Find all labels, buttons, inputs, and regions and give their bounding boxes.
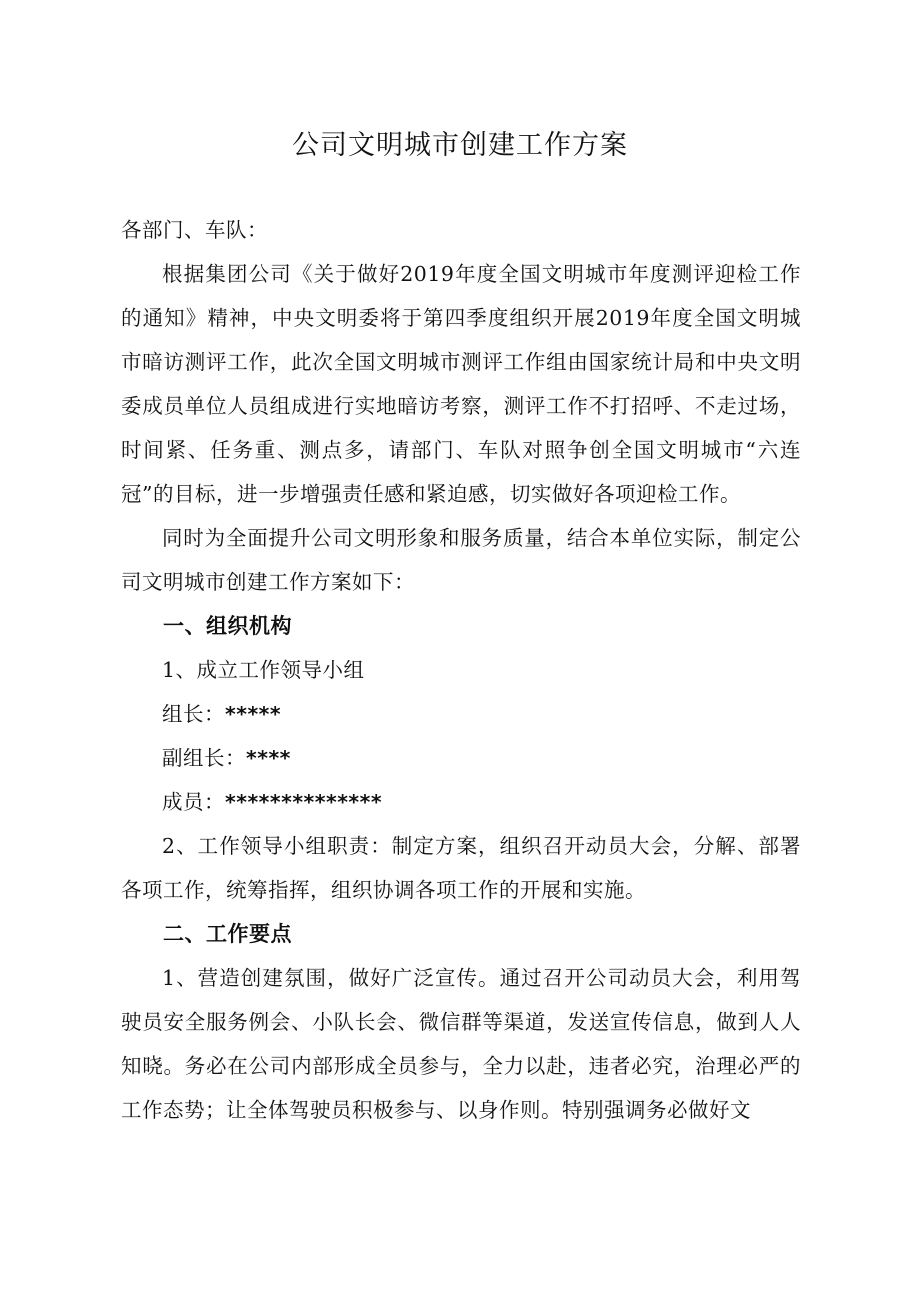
document-body xyxy=(121,208,801,1132)
leader-line xyxy=(121,692,801,736)
members-line xyxy=(121,780,801,824)
deputy-label: 副组长： xyxy=(162,746,246,770)
members-value: ************** xyxy=(225,790,383,814)
section-heading-organization: 一、组织机构 xyxy=(163,614,292,638)
salutation: 各部门、车队： xyxy=(121,218,268,242)
org-item-2: 2、工作领导小组职责：制定方案，组织召开动员大会，分解、部署各项工作，统筹指挥，组织协调各项工作的开展和实施。 xyxy=(121,834,801,902)
leader-value: ***** xyxy=(225,702,282,726)
deputy-line xyxy=(121,736,801,780)
document-title: 公司文明城市创建工作方案 xyxy=(292,130,628,161)
purpose-paragraph: 同时为全面提升公司文明形象和服务质量，结合本单位实际，制定公司文明城市创建工作方案如下： xyxy=(121,526,801,594)
leader-label: 组长： xyxy=(162,702,225,726)
org-item-1: 1、成立工作领导小组 xyxy=(162,658,365,682)
intro-paragraph: 根据集团公司《关于做好2019年度全国文明城市年度测评迎检工作的通知》精神，中央文明委将于第四季度组织开展2019年度全国文明城市暗访测评工作，此次全国文明城市测评工作组由国家统计局和中央文明委成员单位人员组成进行实地暗访考察，测评工作不打招呼、不走过场，时间紧、任务重、测点多，请部门、车队对照争创全国文明城市“六连冠”的目标，进一步增强责任感和紧迫感，切实做好各项迎检工作。 xyxy=(121,262,801,506)
work-point-1: 1、营造创建氛围，做好广泛宣传。通过召开公司动员大会，利用驾驶员安全服务例会、小队长会、微信群等渠道，发送宣传信息，做到人人知晓。务必在公司内部形成全员参与，全力以赴，违者必究，治理必严的工作态势；让全体驾驶员积极参与、以身作则。特别强调务必做好文 xyxy=(121,966,801,1122)
members-label: 成员： xyxy=(162,790,225,814)
section-heading-work-points: 二、工作要点 xyxy=(163,922,292,946)
deputy-value: **** xyxy=(246,746,291,770)
